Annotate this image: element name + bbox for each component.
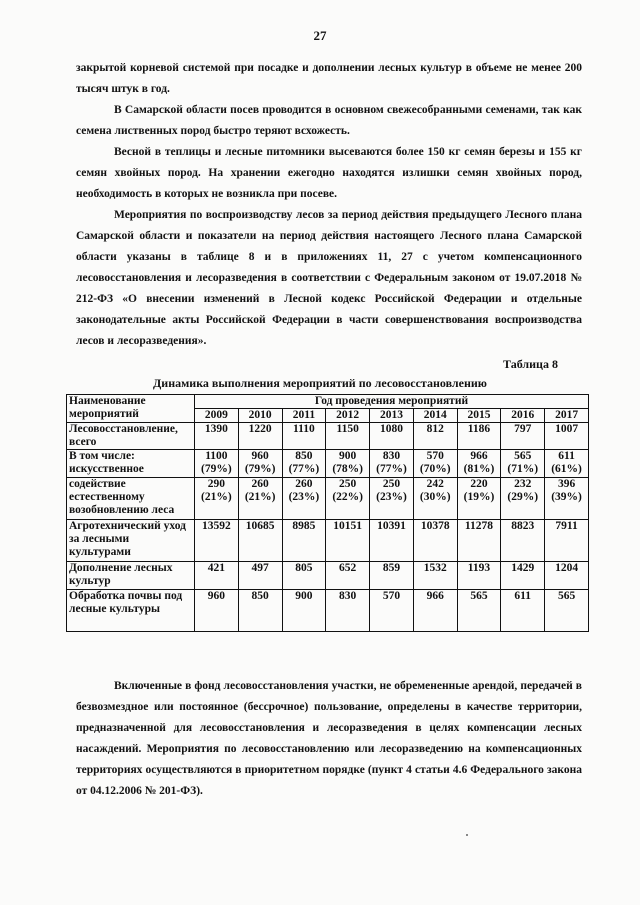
cell: 8985 (282, 520, 326, 562)
year-header: 2014 (413, 409, 457, 423)
cell: 13592 (195, 520, 239, 562)
table-row (67, 590, 589, 632)
cell: 611 (61%) (545, 450, 589, 478)
year-header: 2011 (282, 409, 326, 423)
cell: 900 (282, 590, 326, 632)
cell: 1220 (238, 423, 282, 450)
table-caption: Динамика выполнения мероприятий по лесовосстановлению (153, 376, 487, 390)
header-years-title: Год проведения мероприятий (195, 395, 589, 409)
cell: 260 (21%) (238, 478, 282, 520)
cell: 850 (238, 590, 282, 632)
cell: 812 (413, 423, 457, 450)
cell: 797 (501, 423, 545, 450)
table-header-row (67, 395, 589, 409)
year-header: 2012 (326, 409, 370, 423)
cell: 1532 (413, 562, 457, 590)
paragraph: Мероприятия по воспроизводству лесов за период действия предыдущего Лесного плана Самарской области и показатели на период действия настоящего Лесного плана Самарской области указаны в таблице 8 и в приложениях 11, 27 с учетом компенсационного лесовосстановления и лесоразведения в соответствии с Федеральным законом от 19.07.2018 № 212-ФЗ «О внесении изменений в Лесной кодекс Российской Федерации и отдельные законодательные акты Российской Федерации в части совершенствования воспроизводства лесов и лесоразведения». (76, 209, 582, 347)
paragraph: Включенные в фонд лесовосстановления участки, не обремененные арендой, передачей в безвозмездное или постоянное (бессрочное) пользование, определены в качестве территории, предназначенной для лесовосстановления и лесоразведения в целях компенсации лесных насаждений. Мероприятия по лесовосстановлению или лесоразведению на компенсационных территориях осуществляются в приоритетном порядке (пункт 4 статьи 4.6 Федерального закона от 04.12.2006 № 201-ФЗ). (76, 680, 582, 797)
cell: 10378 (413, 520, 457, 562)
row-name: Дополнение лесных культур (67, 562, 195, 590)
cell: 220 (19%) (457, 478, 501, 520)
table-row (67, 450, 589, 478)
cell: 960 (79%) (238, 450, 282, 478)
year-header: 2016 (501, 409, 545, 423)
year-header: 2009 (195, 409, 239, 423)
cell: 830 (77%) (370, 450, 414, 478)
table-row (67, 520, 589, 562)
cell: 421 (195, 562, 239, 590)
scan-speck (466, 834, 468, 836)
paragraph: В Самарской области посев проводится в основном свежесобранными семенами, так как семена лиственных пород быстро теряют всхожесть. (76, 104, 582, 137)
cell: 1007 (545, 423, 589, 450)
cell: 966 (81%) (457, 450, 501, 478)
cell: 250 (22%) (326, 478, 370, 520)
row-name: Обработка почвы под лесные культуры (67, 590, 195, 632)
row-name: В том числе: искусственное (67, 450, 195, 478)
paragraph: закрытой корневой системой при посадке и дополнении лесных культур в объеме не менее 200 тысяч штук в год. (76, 62, 582, 95)
page-number: 27 (313, 28, 327, 43)
table-row (67, 423, 589, 450)
cell: 966 (413, 590, 457, 632)
cell: 232 (29%) (501, 478, 545, 520)
cell: 830 (326, 590, 370, 632)
cell: 859 (370, 562, 414, 590)
year-header: 2015 (457, 409, 501, 423)
cell: 611 (501, 590, 545, 632)
year-header: 2010 (238, 409, 282, 423)
top-text-block (76, 58, 582, 352)
cell: 8823 (501, 520, 545, 562)
cell: 1150 (326, 423, 370, 450)
cell: 250 (23%) (370, 478, 414, 520)
row-name: Лесовосстановление, всего (67, 423, 195, 450)
cell: 960 (195, 590, 239, 632)
cell: 565 (71%) (501, 450, 545, 478)
cell: 570 (370, 590, 414, 632)
cell: 1100 (79%) (195, 450, 239, 478)
cell: 900 (78%) (326, 450, 370, 478)
cell: 497 (238, 562, 282, 590)
cell: 1429 (501, 562, 545, 590)
cell: 10685 (238, 520, 282, 562)
year-header: 2013 (370, 409, 414, 423)
table-row (67, 562, 589, 590)
cell: 11278 (457, 520, 501, 562)
cell: 7911 (545, 520, 589, 562)
cell: 1390 (195, 423, 239, 450)
row-name: Агротехнический уход за лесными культурами (67, 520, 195, 562)
cell: 565 (545, 590, 589, 632)
header-activity-name: Наименование мероприятий (67, 395, 195, 423)
cell: 850 (77%) (282, 450, 326, 478)
cell: 565 (457, 590, 501, 632)
cell: 242 (30%) (413, 478, 457, 520)
cell: 570 (70%) (413, 450, 457, 478)
cell: 260 (23%) (282, 478, 326, 520)
cell: 1080 (370, 423, 414, 450)
cell: 1110 (282, 423, 326, 450)
cell: 652 (326, 562, 370, 590)
cell: 10151 (326, 520, 370, 562)
cell: 396 (39%) (545, 478, 589, 520)
table-label: Таблица 8 (503, 357, 558, 371)
bottom-text-block (76, 676, 582, 802)
cell: 1204 (545, 562, 589, 590)
cell: 290 (21%) (195, 478, 239, 520)
table-row (67, 478, 589, 520)
cell: 10391 (370, 520, 414, 562)
year-header: 2017 (545, 409, 589, 423)
cell: 1186 (457, 423, 501, 450)
cell: 805 (282, 562, 326, 590)
paragraph: Весной в теплицы и лесные питомники высеваются более 150 кг семян березы и 155 кг семян хвойных пород. На хранении ежегодно находятся излишки семян хвойных пород, необходимость в которых не возникла при посеве. (76, 146, 582, 200)
row-name: содействие естественному возобновлению леса (67, 478, 195, 520)
data-table (66, 394, 589, 632)
cell: 1193 (457, 562, 501, 590)
